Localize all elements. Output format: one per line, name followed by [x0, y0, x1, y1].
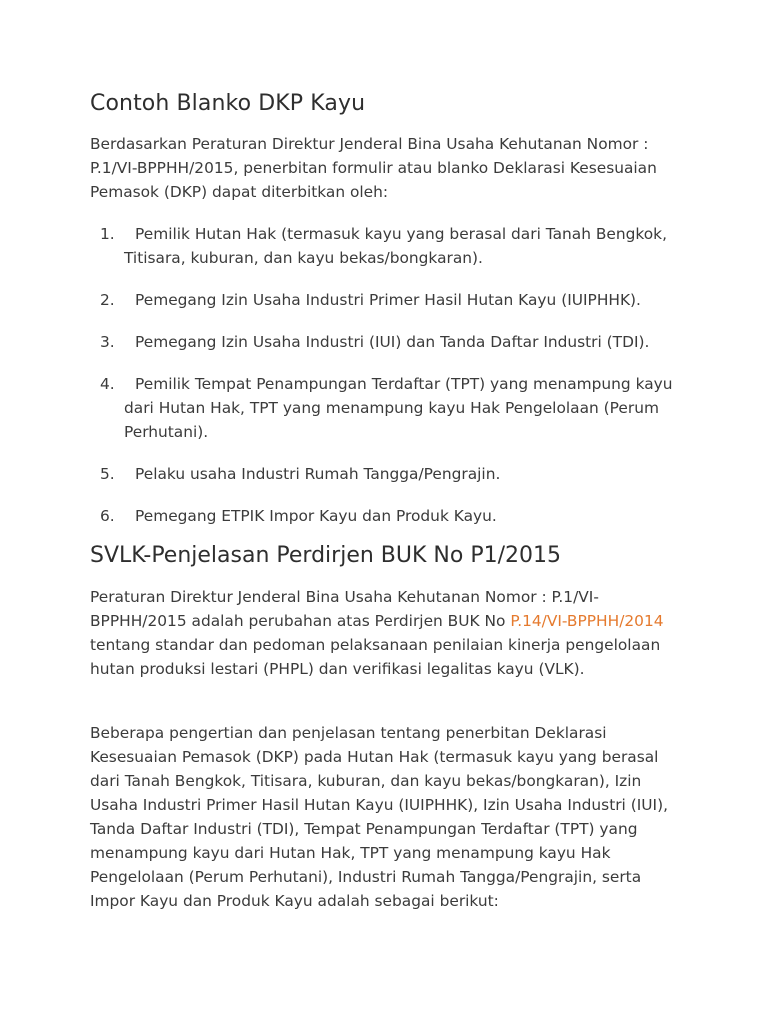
- list-item: [90, 330, 690, 354]
- list-item-number: 3.: [100, 333, 115, 351]
- list-item-text: Pemegang Izin Usaha Industri Primer Hasil Hutan Kayu (IUIPHHK).: [135, 291, 641, 309]
- list-item: [90, 222, 690, 270]
- list-item: [90, 288, 690, 312]
- list-item-text: Pemegang Izin Usaha Industri (IUI) dan Tanda Daftar Industri (TDI).: [135, 333, 650, 351]
- list-item-text: Pelaku usaha Industri Rumah Tangga/Pengrajin.: [135, 465, 501, 483]
- svlk-text-before: Peraturan Direktur Jenderal Bina Usaha Kehutanan Nomor : P.1/VI-BPPHH/2015 adalah perubahan atas Perdirjen BUK No: [90, 588, 599, 630]
- svlk-paragraph: [90, 585, 680, 681]
- list-item-text: Pemilik Tempat Penampungan Terdaftar (TPT) yang menampung kayu dari Hutan Hak, TPT yang menampung kayu Hak Pengelolaan (Perum Perhutani).: [124, 375, 673, 441]
- list-item-text: Pemegang ETPIK Impor Kayu dan Produk Kayu.: [135, 507, 497, 525]
- issuer-list: [90, 222, 690, 546]
- intro-paragraph: Berdasarkan Peraturan Direktur Jenderal Bina Usaha Kehutanan Nomor : P.1/VI-BPPHH/2015, penerbitan formulir atau blanko Deklarasi Kesesuaian Pemasok (DKP) dapat diterbitkan oleh:: [90, 135, 657, 201]
- list-item: [90, 504, 690, 528]
- list-item: [90, 462, 690, 486]
- perdirjen-link[interactable]: P.14/VI-BPPHH/2014: [510, 612, 664, 630]
- list-item-number: 1.: [100, 225, 115, 243]
- list-item-text: Pemilik Hutan Hak (termasuk kayu yang berasal dari Tanah Bengkok, Titisara, kuburan, dan kayu bekas/bongkaran).: [124, 225, 667, 267]
- list-item-number: 4.: [100, 375, 115, 393]
- list-item-number: 6.: [100, 507, 115, 525]
- list-item: [90, 372, 690, 444]
- definitions-paragraph: Beberapa pengertian dan penjelasan tentang penerbitan Deklarasi Kesesuaian Pemasok (DKP) pada Hutan Hak (termasuk kayu yang berasal dari Tanah Bengkok, Titisara, kuburan, dan kayu bekas/bongkaran), Izin Usaha Industri Primer Hasil Hutan Kayu (IUIPHHK), Izin Usaha Industri (IUI), Tanda Daftar Industri (TDI), Tempat Penampungan Terdaftar (TPT) yang menampung kayu dari Hutan Hak, TPT yang menampung kayu Hak Pengelolaan (Perum Perhutani), Industri Rumah Tangga/Pengrajin, serta Impor Kayu dan Produk Kayu adalah sebagai berikut:: [90, 724, 668, 910]
- list-item-number: 2.: [100, 291, 115, 309]
- list-item-number: 5.: [100, 465, 115, 483]
- section-heading-svlk: SVLK-Penjelasan Perdirjen BUK No P1/2015: [90, 543, 561, 568]
- svlk-text-after: tentang standar dan pedoman pelaksanaan penilaian kinerja pengelolaan hutan produksi lestari (PHPL) dan verifikasi legalitas kayu (VLK).: [90, 636, 661, 678]
- section-heading-contoh-blanko: Contoh Blanko DKP Kayu: [90, 91, 366, 116]
